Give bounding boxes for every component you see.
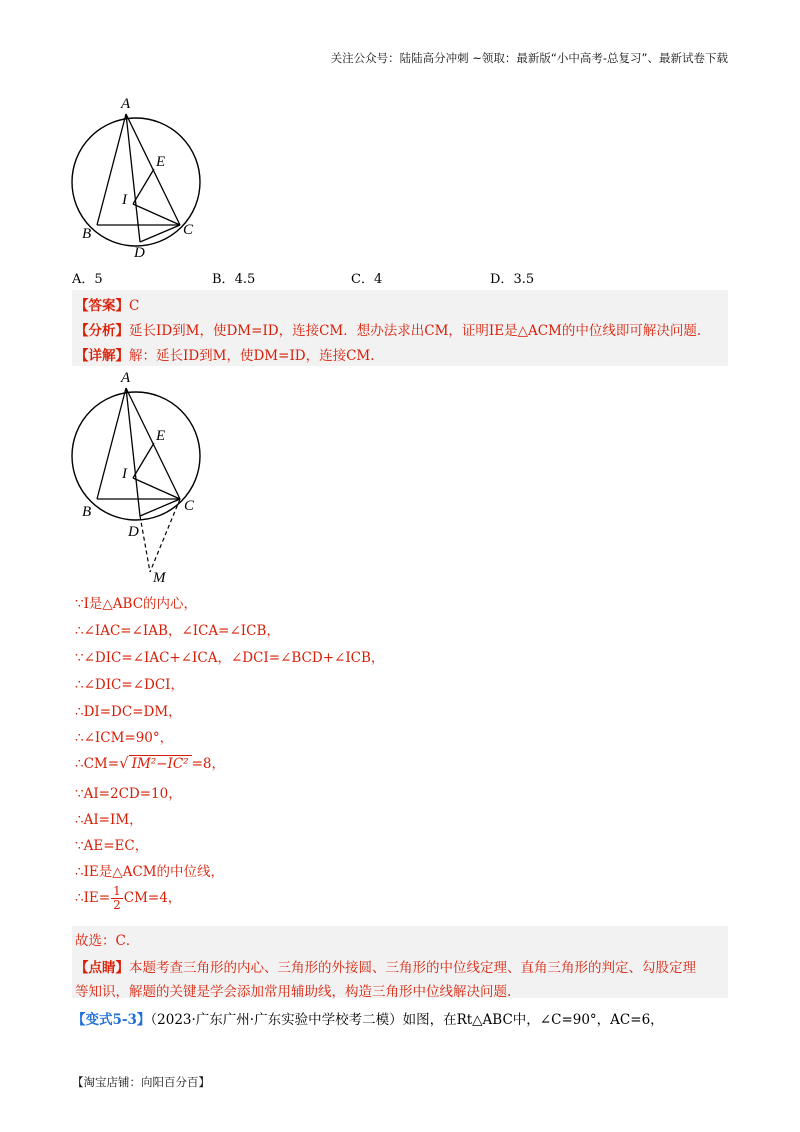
analysis-line: 【分析】延长ID到M，使DM=ID，连接CM．想办法求出CM，证明IE是△ACM的中位线即可解决问题.	[75, 323, 702, 339]
proof-step-11: ∴IE是△ACM的中位线，	[75, 864, 225, 880]
figure2-label-a: A	[121, 370, 131, 386]
figure1-label-d: D	[134, 245, 145, 260]
figure2-label-c: C	[184, 498, 195, 514]
figure1-label-a: A	[121, 96, 131, 112]
comment-line-1: 【点睛】本题考查三角形的内心、三角形的外接圆、三角形的中位线定理、直角三角形的判定、勾股定理	[75, 960, 696, 976]
figure1-label-b: B	[82, 226, 92, 242]
option-b: B．4.5	[212, 272, 256, 287]
variant-question: 【变式5-3】（2023·广东广州·广东实验中学校考二模）如图，在Rt△ABC中，∠C=90°，AC=6，	[72, 1012, 664, 1028]
option-d: D．3.5	[490, 272, 535, 287]
page-header: 关注公众号：陆陆高分冲刺 ~领取：最新版“小中高考-总复习”、最新试卷下载	[330, 51, 728, 65]
proof-step-13: 故选：C．	[75, 933, 140, 949]
figure1-label-e: E	[156, 154, 166, 170]
comment-line-2: 等知识，解题的关键是学会添加常用辅助线，构造三角形中位线解决问题.	[75, 984, 512, 1000]
figure2-label-d: D	[128, 524, 139, 540]
option-a: A．5	[72, 272, 103, 287]
proof-step-7: ∴CM=√ IM²−IC² =8，	[75, 754, 225, 772]
option-c: C．4	[351, 272, 383, 287]
figure1-label-c: C	[183, 222, 194, 238]
proof-step-8: ∵AI=2CD=10，	[75, 786, 182, 802]
figure2-label-m: M	[153, 570, 166, 586]
answer-line: 【答案】C	[75, 298, 140, 314]
proof-step-6: ∴∠ICM=90°，	[75, 730, 174, 746]
proof-step-10: ∵AE=EC，	[75, 838, 149, 854]
proof-step-2: ∴∠IAC=∠IAB，∠ICA=∠ICB，	[75, 623, 280, 639]
proof-step-4: ∴∠DIC=∠DCI，	[75, 677, 184, 693]
figure2-label-b: B	[82, 504, 92, 520]
figure1-label-i: I	[122, 192, 127, 208]
figure2-label-e: E	[156, 428, 166, 444]
page-footer: 【淘宝店铺：向阳百分百】	[72, 1075, 210, 1089]
geometry-figure-1	[68, 94, 208, 260]
proof-step-3: ∵∠DIC=∠IAC+∠ICA，∠DCI=∠BCD+∠ICB，	[75, 650, 385, 666]
proof-step-9: ∴AI=IM，	[75, 812, 143, 828]
proof-step-12: ∴IE= $\frac{1}{2}$ CM=4，	[75, 884, 182, 912]
detail-line: 【详解】解：延长ID到M，使DM=ID，连接CM.	[75, 348, 375, 364]
geometry-figure-2	[68, 368, 210, 588]
figure2-label-i: I	[122, 466, 127, 482]
proof-step-5: ∴DI=DC=DM，	[75, 704, 182, 720]
answer-options	[72, 268, 712, 288]
proof-step-1: ∵I是△ABC的内心，	[75, 596, 198, 612]
